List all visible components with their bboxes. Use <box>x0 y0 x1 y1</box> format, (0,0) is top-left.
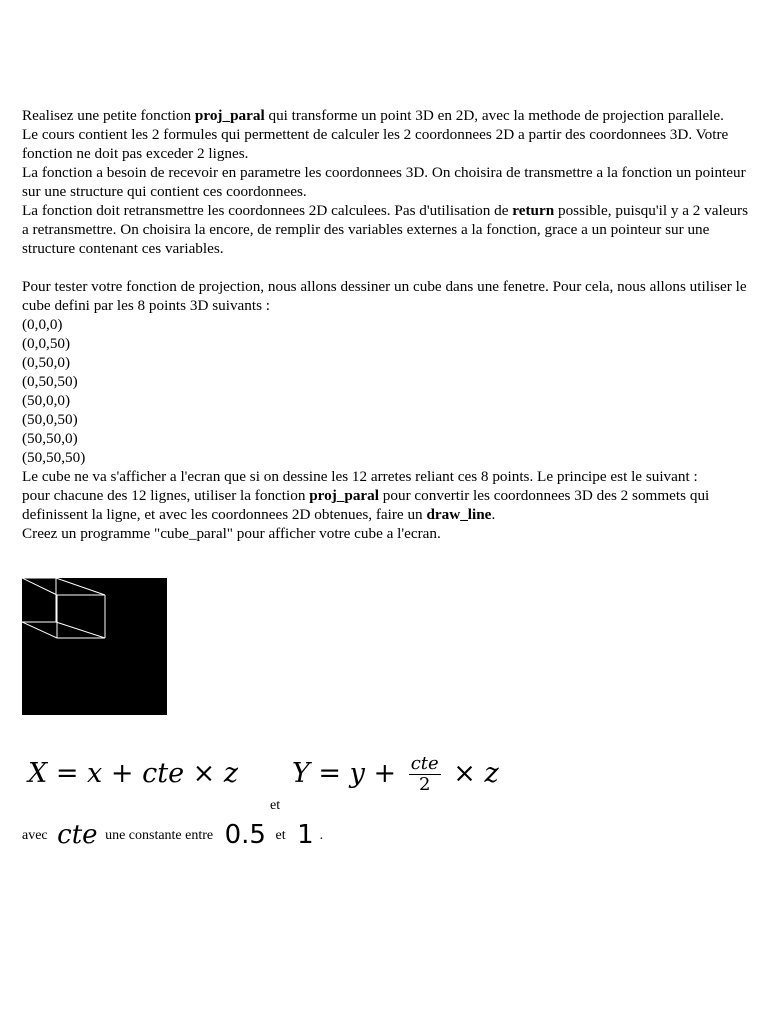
para-params: La fonction a besoin de recevoir en parametre les coordonnees 3D. On choisira de transmettre a la fonction un pointeur sur une structure qui contient ces coordonnees. <box>22 164 746 200</box>
para-proj-paral: Realisez une petite fonction proj_paral qui transforme un point 3D en 2D, avec la methode de projection parallele. <box>22 107 724 124</box>
projection-formulas <box>22 750 722 810</box>
para-final: Creez un programme "cube_paral" pour afficher votre cube a l'ecran. <box>22 525 441 542</box>
constant-note: avec cte une constante entre 0.5 et 1 . <box>22 820 324 850</box>
point-8: (50,50,50) <box>22 449 86 466</box>
point-2: (0,0,50) <box>22 335 71 352</box>
para-return: La fonction doit retransmettre les coordonnees 2D calculees. Pas d'utilisation de return possible, puisqu'il y a 2 valeurs a retransmettre. On choisira la encore, de remplir des variables externes a la fonction, grace a un pointeur sur une structure contenant ces variables. <box>22 202 749 257</box>
point-5: (50,0,0) <box>22 392 71 409</box>
fn-name: proj_paral <box>194 107 265 124</box>
formula-x: X = x + cte × z <box>28 758 239 789</box>
point-6: (50,0,50) <box>22 411 78 428</box>
formula-y: Y = y + $\frac{\text{cte}}{2}$ × z <box>292 753 499 795</box>
point-1: (0,0,0) <box>22 316 63 333</box>
para-principle: pour chacune des 12 lignes, utiliser la fonction proj_paral pour convertir les coordonnees 3D des 2 sommets qui definissent la ligne, et avec les coordonnees 2D obtenues, faire un draw_line. <box>22 487 710 523</box>
fn-draw-line: draw_line <box>426 506 492 523</box>
fraction: $\frac{\text{cte}}{2}$ <box>410 753 439 795</box>
fn-proj-paral: proj_paral <box>309 487 379 504</box>
cube-window <box>22 578 167 715</box>
para-formulas: Le cours contient les 2 formules qui permettent de calculer les 2 coordonnees 2D a partir des coordonnees 3D. Votre fonction ne doit pas exceder 2 lignes. <box>22 126 729 162</box>
para-test-intro: Pour tester votre fonction de projection, nous allons dessiner un cube dans une fenetre. Pour cela, nous allons utiliser le cube defini par les 8 points 3D suivants : <box>22 278 747 314</box>
return-keyword: return <box>512 202 555 219</box>
cube-wireframe <box>22 578 167 715</box>
point-4: (0,50,50) <box>22 373 78 390</box>
point-7: (50,50,0) <box>22 430 78 447</box>
para-cube-edges: Le cube ne va s'afficher a l'ecran que si on dessine les 12 arretes reliant ces 8 points. Le principe est le suivant : <box>22 468 698 485</box>
instructions-text <box>22 106 752 543</box>
point-3: (0,50,0) <box>22 354 71 371</box>
et-label: et <box>270 798 281 813</box>
